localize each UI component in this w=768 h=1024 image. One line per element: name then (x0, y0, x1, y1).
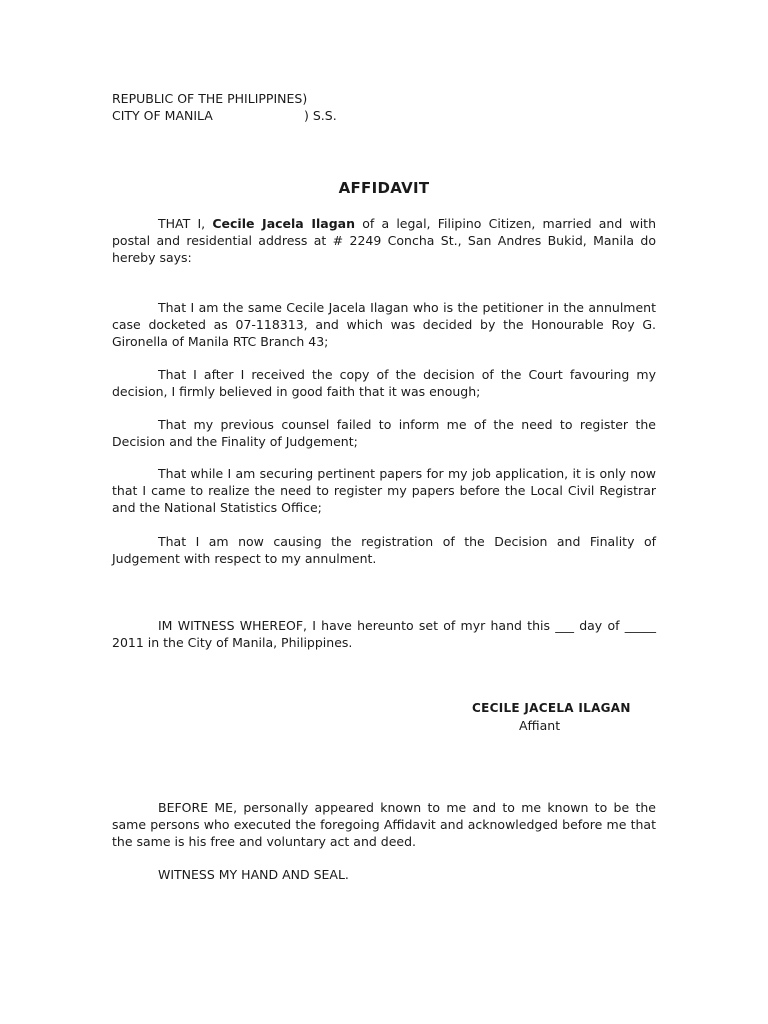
affidavit-page (112, 0, 656, 1024)
venue-city (112, 107, 337, 124)
paragraph-causing-registration: That I am now causing the registration of the Decision and Finality of Judgement with respect to my annulment. (112, 534, 656, 566)
venue-city-name: CITY OF MANILA (112, 108, 213, 123)
paragraph-counsel: That my previous counsel failed to inform me of the need to register the Decision and the Finality of Judgement; (112, 417, 656, 449)
closing-line: WITNESS MY HAND AND SEAL. (158, 867, 349, 882)
document-title: AFFIDAVIT (338, 179, 430, 197)
affiant-name-inline: Cecile Jacela Ilagan (212, 216, 355, 231)
affiant-name: CECILE JACELA ILAGAN (472, 701, 631, 715)
venue-ss: ) S.S. (304, 108, 337, 123)
affiant-role: Affiant (519, 718, 561, 733)
paragraph-decision: That I after I received the copy of the decision of the Court favouring my decision, I firmly believed in good faith that it was enough; (112, 367, 656, 399)
venue-republic: REPUBLIC OF THE PHILIPPINES) (112, 91, 308, 106)
jurat-paragraph: BEFORE ME, personally appeared known to me and to me known to be the same persons who executed the foregoing Affidavit and acknowledged before me that the same is his free and voluntary act and deed. (112, 800, 656, 849)
intro-prefix: THAT I, (158, 216, 213, 231)
venue-header (112, 90, 337, 124)
intro-rest: of a legal, Filipino Citizen, married and with postal and residential address at # 2249 Concha St., San Andres Bukid, Manila do hereby says: (112, 216, 656, 265)
paragraph-petitioner: That I am the same Cecile Jacela Ilagan who is the petitioner in the annulment case docketed as 07-118313, and which was decided by the Honourable Roy G. Gironella of Manila RTC Branch 43; (112, 300, 656, 349)
paragraph-registration-need: That while I am securing pertinent papers for my job application, it is only now that I came to realize the need to register my papers before the Local Civil Registrar and the National Statistics Office; (112, 466, 656, 515)
intro-paragraph (112, 215, 656, 266)
witness-clause: IM WITNESS WHEREOF, I have hereunto set of myr hand this ___ day of _____ 2011 in the City of Manila, Philippines. (112, 618, 656, 650)
signature-block (472, 700, 642, 734)
